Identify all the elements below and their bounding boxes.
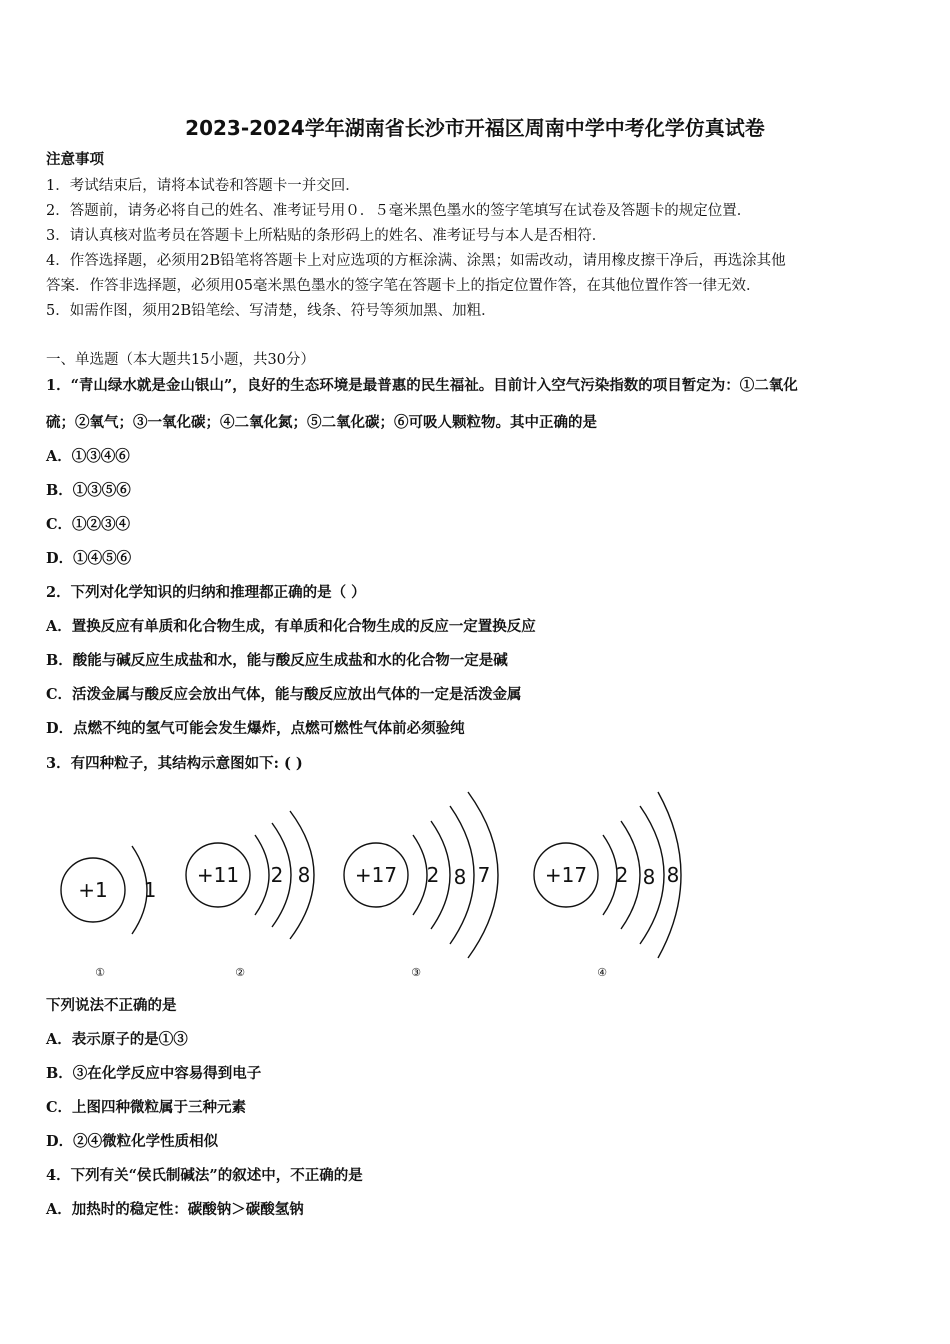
question-4-option-a: A．加热时的稳定性：碳酸钠＞碳酸氢钠 [46,1201,304,1218]
shell-electrons: 8 [297,863,311,887]
question-3-stem: 3．有四种粒子，其结构示意图如下: ( ) [46,755,303,772]
particle-label: ③ [411,966,421,979]
shell-electrons: 8 [642,865,656,889]
question-2-option-c: C．活泼金属与酸反应会放出气体，能与酸反应放出气体的一定是活泼金属 [46,686,522,703]
question-1-option-b: B．①③⑤⑥ [46,482,131,499]
section-heading: 一、单选题（本大题共15小题，共30分） [46,352,315,368]
question-2-option-a: A．置换反应有单质和化合物生成，有单质和化合物生成的反应一定置换反应 [46,618,536,635]
particle-label: ④ [597,966,607,979]
shell-electrons: 2 [426,863,440,887]
notice-item: 5．如需作图，须用2B铅笔绘、写清楚，线条、符号等须加黑、加粗． [46,303,496,319]
shell-electrons: 1 [143,878,157,902]
nucleus-charge: +11 [196,863,240,887]
question-3-option-d: D．②④微粒化学性质相似 [46,1133,219,1150]
question-1-option-c: C．①②③④ [46,516,131,533]
question-2-option-d: D．点燃不纯的氢气可能会发生爆炸，点燃可燃性气体前必须验纯 [46,720,465,737]
question-1-stem: 1．“青山绿水就是金山银山”，良好的生态环境是最普惠的民生福祉。目前计入空气污染指数的项目暂定为：①二氧化 [46,377,798,394]
question-2-stem: 2．下列对化学知识的归纳和推理都正确的是（ ） [46,584,366,601]
shell-electrons: 2 [270,863,284,887]
notice-item: 2．答题前，请务必将自己的姓名、准考证号用０．５毫米黑色墨水的签字笔填写在试卷及答题卡的规定位置． [46,203,752,219]
question-3-option-b: B．③在化学反应中容易得到电子 [46,1065,262,1082]
particle-label: ② [235,966,245,979]
notice-item: 3．请认真核对监考员在答题卡上所粘贴的条形码上的姓名、准考证号与本人是否相符． [46,228,607,244]
notice-item: 4．作答选择题，必须用2B铅笔将答题卡上对应选项的方框涂满、涂黑；如需改动，请用橡皮擦干净后，再选涂其他 [46,253,786,269]
shell-electrons: 8 [453,865,467,889]
question-3-prompt: 下列说法不正确的是 [46,997,177,1014]
page-title: 2023-2024学年湖南省长沙市开福区周南中学中考化学仿真试卷 [185,116,765,140]
shell-electrons: 2 [615,863,629,887]
shell-electrons: 8 [666,863,680,887]
question-4-stem: 4．下列有关“侯氏制碱法”的叙述中，不正确的是 [46,1167,363,1184]
electron-shell-arc [413,835,427,915]
nucleus-charge: +17 [354,863,398,887]
electron-shell-arc [255,835,269,915]
nucleus-charge: +1 [78,878,108,902]
question-2-option-b: B．酸能与碱反应生成盐和水，能与酸反应生成盐和水的化合物一定是碱 [46,652,508,669]
nucleus-charge: +17 [544,863,588,887]
question-3-option-a: A．表示原子的是①③ [46,1031,188,1048]
atomic-structure-diagram [50,788,710,988]
notice-item: 1．考试结束后，请将本试卷和答题卡一并交回． [46,178,360,194]
notice-heading: 注意事项 [46,151,104,168]
notice-item: 答案．作答非选择题，必须用05毫米黑色墨水的签字笔在答题卡上的指定位置作答，在其他位置作答一律无效． [46,278,761,294]
shell-electrons: 7 [477,863,491,887]
question-1-option-d: D．①④⑤⑥ [46,550,132,567]
question-1-option-a: A．①③④⑥ [46,448,130,465]
particle-label: ① [95,966,105,979]
question-1-stem-cont: 硫；②氧气；③一氧化碳；④二氧化氮；⑤二氧化碳；⑥可吸人颗粒物。其中正确的是 [46,414,597,431]
question-3-option-c: C．上图四种微粒属于三种元素 [46,1099,247,1116]
